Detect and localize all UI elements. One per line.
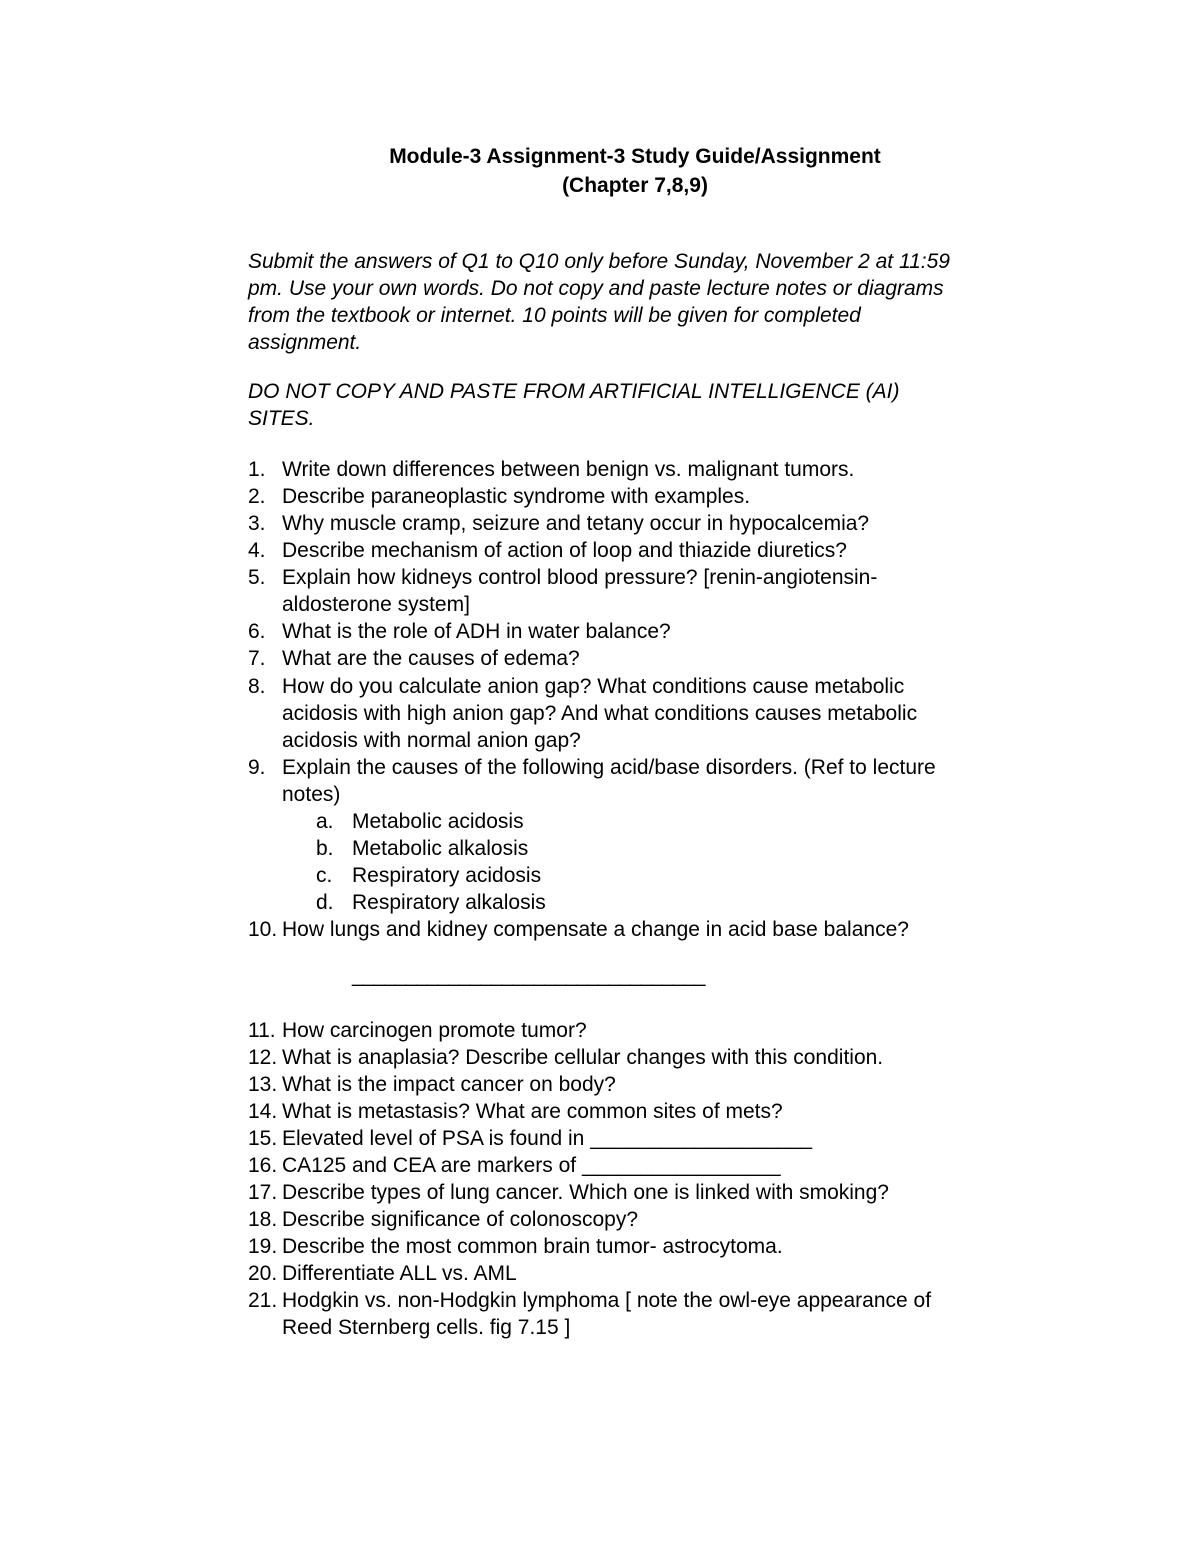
question-number: 1.	[248, 458, 266, 481]
ai-warning-line: SITES.	[248, 407, 315, 430]
question-text: Differentiate ALL vs. AML	[282, 1262, 517, 1285]
instructions-line: from the textbook or internet. 10 points will be given for completed	[248, 304, 861, 327]
instructions-line: pm. Use your own words. Do not copy and paste lecture notes or diagrams	[248, 277, 944, 300]
sub-item-text: Respiratory alkalosis	[352, 891, 546, 914]
question-number: 19.	[248, 1235, 278, 1258]
question-text: What is the impact cancer on body?	[282, 1073, 616, 1096]
question-number: 7.	[248, 647, 266, 670]
question-text-continued: acidosis with high anion gap? And what conditions causes metabolic	[282, 702, 918, 725]
question-text-continued: Reed Sternberg cells. fig 7.15 ]	[282, 1316, 571, 1339]
sub-item-letter: c.	[316, 864, 333, 887]
question-text: Elevated level of PSA is found in ___________________	[282, 1127, 813, 1150]
question-number: 3.	[248, 512, 266, 535]
question-text: How do you calculate anion gap? What conditions cause metabolic	[282, 675, 905, 698]
question-text: What are the causes of edema?	[282, 647, 580, 670]
question-text: Describe mechanism of action of loop and thiazide diuretics?	[282, 539, 847, 562]
question-text: Describe the most common brain tumor- astrocytoma.	[282, 1235, 783, 1258]
question-text: Hodgkin vs. non-Hodgkin lymphoma [ note the owl-eye appearance of	[282, 1289, 932, 1312]
question-text-continued: acidosis with normal anion gap?	[282, 729, 581, 752]
sub-item-text: Metabolic alkalosis	[352, 837, 529, 860]
question-number: 20.	[248, 1262, 278, 1285]
question-number: 11.	[248, 1019, 276, 1042]
page-title: Module-3 Assignment-3 Study Guide/Assignment	[389, 145, 881, 168]
question-text: Write down differences between benign vs. malignant tumors.	[282, 458, 855, 481]
question-number: 2.	[248, 485, 266, 508]
sub-item-letter: a.	[316, 810, 334, 833]
instructions-line: Submit the answers of Q1 to Q10 only before Sunday, November 2 at 11:59	[248, 250, 950, 273]
question-number: 18.	[248, 1208, 278, 1231]
question-number: 10.	[248, 918, 278, 941]
question-number: 12.	[248, 1046, 278, 1069]
question-text: What is anaplasia? Describe cellular changes with this condition.	[282, 1046, 884, 1069]
question-number: 16.	[248, 1154, 278, 1177]
question-number: 21.	[248, 1289, 278, 1312]
question-text: What is the role of ADH in water balance?	[282, 620, 671, 643]
ai-warning	[248, 378, 1048, 432]
question-number: 13.	[248, 1073, 278, 1096]
sub-item-letter: b.	[316, 837, 334, 860]
ai-warning-line: DO NOT COPY AND PASTE FROM ARTIFICIAL INTELLIGENCE (AI)	[248, 380, 900, 403]
instructions-paragraph	[248, 248, 1048, 356]
question-text: What is metastasis? What are common sites of mets?	[282, 1100, 783, 1123]
question-text: Explain how kidneys control blood pressure? [renin-angiotensin-	[282, 566, 878, 589]
sub-item-text: Respiratory acidosis	[352, 864, 542, 887]
question-number: 9.	[248, 756, 266, 779]
question-text: CA125 and CEA are markers of _________________	[282, 1154, 781, 1177]
question-number: 5.	[248, 566, 266, 589]
page-subtitle: (Chapter 7,8,9)	[562, 174, 708, 197]
question-number: 15.	[248, 1127, 278, 1150]
question-text-continued: aldosterone system]	[282, 593, 470, 616]
question-text: Describe types of lung cancer. Which one is linked with smoking?	[282, 1181, 889, 1204]
question-text: Why muscle cramp, seizure and tetany occur in hypocalcemia?	[282, 512, 870, 535]
question-text: Describe significance of colonoscopy?	[282, 1208, 639, 1231]
sub-item-letter: d.	[316, 891, 334, 914]
question-text: Explain the causes of the following acid/base disorders. (Ref to lecture	[282, 756, 936, 779]
question-number: 17.	[248, 1181, 278, 1204]
question-text: How carcinogen promote tumor?	[282, 1019, 587, 1042]
question-number: 14.	[248, 1100, 278, 1123]
question-text-continued: notes)	[282, 783, 341, 806]
section-divider: _________________________________	[352, 964, 705, 987]
question-number: 4.	[248, 539, 266, 562]
instructions-line: assignment.	[248, 331, 362, 354]
question-number: 8.	[248, 675, 266, 698]
question-text: How lungs and kidney compensate a change in acid base balance?	[282, 918, 909, 941]
sub-item-text: Metabolic acidosis	[352, 810, 524, 833]
question-number: 6.	[248, 620, 266, 643]
question-text: Describe paraneoplastic syndrome with examples.	[282, 485, 751, 508]
